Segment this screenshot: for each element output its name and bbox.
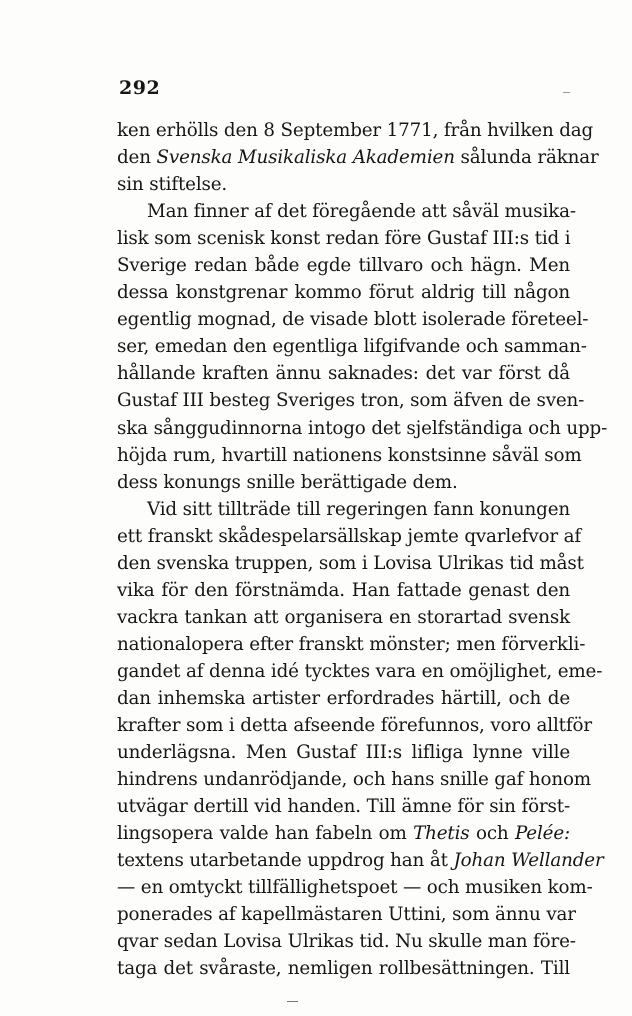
text-line — [117, 144, 599, 171]
text-segment: sin stiftelse. — [117, 174, 228, 196]
text-line — [117, 928, 576, 955]
text-line — [117, 793, 570, 820]
text-line — [117, 658, 603, 685]
text-segment: Gustaf III besteg Sveriges tron, som äfven de sven- — [117, 390, 585, 412]
text-line — [117, 496, 570, 523]
text-segment: underlägsna. Men Gustaf III:s lifliga lynne ville — [117, 742, 570, 764]
text-segment: lisk som scenisk konst redan före Gustaf III:s tid i — [117, 228, 571, 250]
text-line — [117, 739, 570, 766]
text-line — [117, 225, 570, 252]
text-segment: hållande kraften ännu saknades: det var först då — [117, 363, 570, 385]
text-segment: dess konungs snille berättigade dem. — [117, 471, 458, 493]
text-line — [117, 631, 586, 658]
text-line — [117, 306, 589, 333]
body-text — [117, 117, 608, 983]
text-line — [117, 847, 604, 874]
text-line — [117, 766, 591, 793]
text-segment: qvar sedan Lovisa Ulrikas tid. Nu skulle man före- — [117, 931, 576, 953]
text-segment: hindrens undanrödjande, och hans snille gaf honom — [117, 769, 591, 791]
text-segment: dan inhemska artister erfordrades härtill, och de — [117, 687, 570, 709]
text-line — [117, 252, 570, 279]
text-line — [117, 685, 570, 712]
text-segment: vackra tankan att organisera en storartad svensk — [117, 606, 570, 628]
text-segment: gandet af denna idé tycktes vara en omöjlighet, eme- — [117, 660, 603, 682]
italic-text: Johan Wellander — [453, 850, 604, 872]
text-segment: krafter som i detta afseende förefunnos, voro alltför — [117, 715, 592, 737]
text-line — [117, 469, 570, 496]
text-line — [117, 387, 585, 414]
text-segment: Sverige redan både egde tillvaro och hägn. Men — [117, 255, 570, 277]
text-line — [117, 360, 570, 387]
text-segment: — en omtyckt tillfällighetspoet — och musiken kom- — [117, 877, 593, 899]
text-line — [117, 577, 570, 604]
text-segment: ett franskt skådespelarsällskap jemte qvarlefvor af — [117, 525, 582, 547]
text-line — [117, 198, 576, 225]
text-line — [117, 415, 608, 442]
text-segment: ska sånggudinnorna intogo det sjelfständiga och upp- — [117, 417, 608, 439]
text-segment: sålunda räknar — [454, 147, 599, 169]
text-segment: Man finner af det föregående att såväl musika- — [147, 201, 576, 223]
text-segment: vika för den förstnämda. Han fattade genast den — [117, 579, 570, 601]
text-line — [117, 523, 582, 550]
italic-text: Pelée: — [514, 823, 570, 845]
text-segment: nationalopera efter franskt mönster; men förverkli- — [117, 633, 586, 655]
text-segment: lingsopera valde han fabeln om — [117, 823, 414, 845]
text-segment: ken erhölls den 8 September 1771, från hvilken dag — [117, 120, 594, 141]
text-segment: och — [469, 823, 515, 845]
text-line — [117, 550, 584, 577]
text-line — [117, 712, 592, 739]
text-line — [117, 604, 570, 631]
text-line — [117, 874, 593, 901]
text-segment: den — [117, 147, 157, 169]
text-segment: textens utarbetande uppdrog han åt — [117, 850, 454, 872]
text-line — [117, 333, 587, 360]
text-segment: ser, emedan den egentliga lifgifvande och samman- — [117, 336, 587, 358]
text-line — [117, 171, 570, 198]
page-number: 292 — [119, 77, 161, 99]
italic-text: Thetis — [413, 823, 470, 845]
text-segment: Vid sitt tillträde till regeringen fann konungen — [147, 498, 570, 520]
text-segment: egentlig mognad, de visade blott isolerade företeel- — [117, 309, 589, 331]
text-segment: ponerades af kapellmästaren Uttini, som ännu var — [117, 904, 576, 926]
text-line — [117, 117, 594, 144]
text-line — [117, 955, 570, 982]
text-line — [117, 442, 582, 469]
text-line — [117, 279, 570, 306]
text-segment: taga det svåraste, nemligen rollbesättningen. Till — [117, 958, 570, 980]
corner-mark — [563, 92, 570, 93]
text-line — [117, 901, 576, 928]
italic-text: Svenska Musikaliska Akademien — [156, 147, 455, 169]
text-segment: utvägar dertill vid handen. Till ämne för sin först- — [117, 796, 570, 818]
text-line — [117, 820, 570, 847]
text-segment: höjda rum, hvartill nationens konstsinne såväl som — [117, 444, 582, 466]
text-segment: dessa konstgrenar kommo förut aldrig till någon — [117, 282, 570, 304]
bottom-mark — [287, 1001, 298, 1002]
text-segment: den svenska truppen, som i Lovisa Ulrikas tid måst — [117, 552, 584, 574]
